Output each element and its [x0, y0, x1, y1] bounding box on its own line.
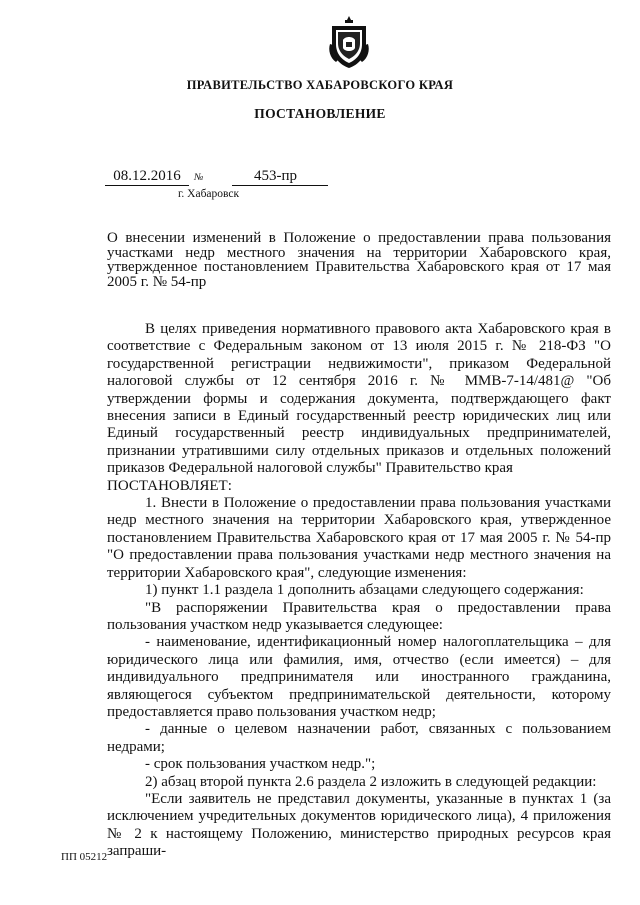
document-subject: О внесении изменений в Положение о предоставлении права пользования участками недр местного значения на территории Хабаровского края, утвержденное постановлением Правительства Хабаровского края от 17 мая 2005 г. № 54-пр [107, 230, 611, 290]
subitem-1-paragraph: 1) пункт 1.1 раздела 1 дополнить абзацами следующего содержания: [145, 582, 584, 599]
document-body [107, 321, 611, 861]
number-sign: № [194, 172, 204, 183]
document-city: г. Хабаровск [178, 188, 240, 200]
coat-of-arms-emblem [326, 14, 372, 70]
quoted-paragraph: "В распоряжении Правительства края о предоставлении права пользования участком недр указывается следующее: [107, 599, 611, 633]
footer-code: ПП 05212 [61, 851, 108, 863]
government-name: ПРАВИТЕЛЬСТВО ХАБАРОВСКОГО КРАЯ [186, 78, 454, 92]
list-item-term: - срок пользования участком недр."; [145, 756, 376, 773]
document-type: ПОСТАНОВЛЕНИЕ [254, 106, 386, 121]
item-1-paragraph: 1. Внести в Положение о предоставлении права пользования участками недр местного значения на территории Хабаровского края, утвержденное постановлением Правительства Хабаровского края от 17 мая 2005 г. № 54-пр "О предоставлении права пользования участками недр местного значения на территории Хабаровского края", следующие изменения: [107, 495, 611, 581]
preamble-paragraph: В целях приведения нормативного правового акта Хабаровского края в соответствие с Федеральным законом от 13 июля 2015 г. № 218-ФЗ "О государственной регистрации недвижимости", приказом Федеральной налоговой службы от 12 сентября 2016 г. № ММВ-7-14/481@ "Об утверждении формы и содержания документа, подтверждающего факт внесения записи в Единый государственный реестр юридических лиц или Единый государственный реестр индивидуальных предпринимателей, признании утратившими силу отдельных приказов и отдельных положений приказов Федеральной налоговой службы" Правительство края [107, 321, 611, 477]
document-date: 08.12.2016 [105, 168, 189, 186]
list-item-purpose: - данные о целевом назначении работ, связанных с пользованием недрами; [107, 721, 611, 755]
subitem-2-paragraph: 2) абзац второй пункта 2.6 раздела 2 изложить в следующей редакции: [145, 773, 597, 790]
list-item-name: - наименование, идентификационный номер налогоплательщика – для юридического лица или фамилия, имя, отчество (если имеется) – для индивидуального предпринимателя или иностранного гражданина, являющегося субъектом предпринимательской деятельности, которому предоставляется право пользования участком недр; [107, 634, 611, 720]
quoted-paragraph-2: "Если заявитель не представил документы, указанные в пунктах 1 (за исключением учредительных документов юридического лица), 4 приложения № 2 к настоящему Положению, министерство природных ресурсов края запраши- [107, 790, 611, 860]
resolves-heading: ПОСТАНОВЛЯЕТ: [107, 477, 232, 494]
document-number: 453-пр [232, 168, 328, 186]
